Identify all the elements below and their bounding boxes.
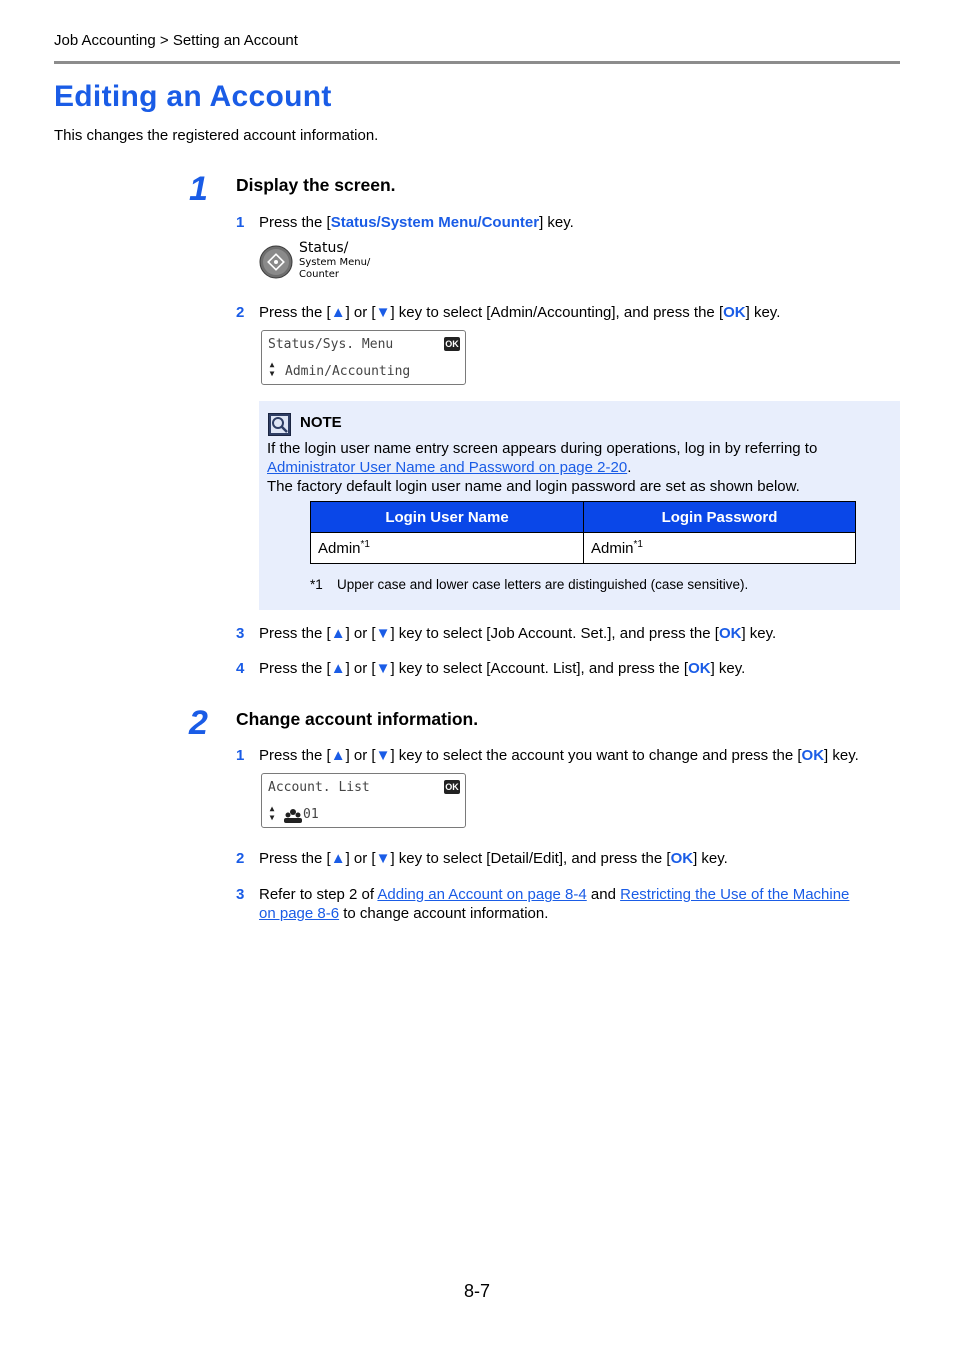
down-arrow-icon: ▼ xyxy=(375,660,391,677)
intro-text: This changes the registered account information. xyxy=(54,127,379,144)
status-key-label: Status/System Menu/Counter xyxy=(330,214,540,231)
substep-2-1: 1 Press the [▲] or [▼] key to select the account you want to change and press the [OK] key. xyxy=(236,747,859,764)
down-arrow-icon: ▼ xyxy=(375,304,391,321)
table-header-row xyxy=(311,502,856,533)
note-box xyxy=(259,401,900,610)
note-text: If the login user name entry screen appears during operations, log in by referring to Administrator User Name and Password on page 2-20. The factory default login user name and login password are set as shown below. xyxy=(267,440,818,495)
substep-2-3: 3 Refer to step 2 of Adding an Account on page 8-4 and Restricting the Use of the Machine on page 8-6 to change account information. xyxy=(236,886,850,922)
lcd-screen-admin-accounting: Status/Sys. Menu OK ▲ ▼ Admin/Accounting xyxy=(261,330,466,385)
restricting-use-link[interactable]: Restricting the Use of the Machine xyxy=(620,886,850,903)
page-number: 8-7 xyxy=(463,1281,490,1301)
substep-number: 1 xyxy=(236,214,245,231)
table-cell-password: Admin$^{*1}$ xyxy=(584,533,856,564)
step-number-1: 1 xyxy=(189,170,208,208)
substep-number: 1 xyxy=(236,747,245,764)
note-icon xyxy=(268,413,291,436)
substep-number: 2 xyxy=(236,850,245,867)
default-login-table xyxy=(310,501,856,564)
step-number-2: 2 xyxy=(189,704,208,742)
substep-1-4: 4 Press the [▲] or [▼] key to select [Account. List], and press the [OK] key. xyxy=(236,660,746,677)
up-arrow-icon: ▲ xyxy=(330,850,346,867)
ok-key-label: OK xyxy=(723,304,746,321)
substep-1-2: 2 Press the [▲] or [▼] key to select [Admin/Accounting], and press the [OK] key. xyxy=(236,304,781,321)
lcd-screen-account-list: Account. List OK ▲ ▼ 01 xyxy=(261,773,466,828)
substep-number: 2 xyxy=(236,304,245,321)
ok-icon: OK xyxy=(445,782,459,792)
up-arrow-icon: ▲ xyxy=(330,747,346,764)
status-key-image: Status/ System Menu/ Counter xyxy=(259,240,389,282)
substep-1-1: 1 Press the [Status/System Menu/Counter] key. xyxy=(236,214,574,231)
substep-number: 3 xyxy=(236,625,245,642)
footnote-text: Upper case and lower case letters are distinguished (case sensitive). xyxy=(337,577,749,592)
up-arrow-icon: ▲ xyxy=(330,304,346,321)
scroll-arrows-icon: ▲ ▼ xyxy=(269,360,275,378)
down-arrow-icon: ▼ xyxy=(375,747,391,764)
table-cell-user: Admin$^{*1}$ xyxy=(311,533,584,564)
substep-2-2: 2 Press the [▲] or [▼] key to select [Detail/Edit], and press the [OK] key. xyxy=(236,850,728,867)
users-group-icon xyxy=(284,808,302,823)
note-label: NOTE xyxy=(300,414,342,431)
down-arrow-icon: ▼ xyxy=(375,850,391,867)
table-header-password: Login Password xyxy=(584,502,856,533)
table-row xyxy=(311,533,856,564)
down-arrow-icon: ▼ xyxy=(375,625,391,642)
page-title: Editing an Account xyxy=(54,80,332,113)
up-arrow-icon: ▲ xyxy=(330,625,346,642)
adding-account-link[interactable]: Adding an Account on page 8-4 xyxy=(377,886,587,903)
substep-number: 4 xyxy=(236,660,245,677)
ok-key-label: OK xyxy=(688,660,711,677)
table-header-user: Login User Name xyxy=(311,502,584,533)
admin-credentials-link[interactable]: Administrator User Name and Password on page 2-20 xyxy=(267,459,628,476)
header-divider xyxy=(54,61,900,64)
footnote-mark: *1 xyxy=(310,577,323,592)
substep-1-3: 3 Press the [▲] or [▼] key to select [Job Account. Set.], and press the [OK] key. xyxy=(236,625,777,642)
scroll-arrows-icon: ▲ ▼ xyxy=(269,804,275,822)
status-key-icon xyxy=(259,245,293,279)
step-title-2: Change account information. xyxy=(236,709,479,729)
up-arrow-icon: ▲ xyxy=(330,660,346,677)
ok-key-label: OK xyxy=(670,850,694,867)
substep-number: 3 xyxy=(236,886,245,903)
ok-key-label: OK xyxy=(801,747,825,764)
restricting-use-link-page[interactable]: on page 8-6 xyxy=(259,905,340,922)
step-title-1: Display the screen. xyxy=(236,175,396,195)
ok-key-label: OK xyxy=(718,625,742,642)
ok-icon: OK xyxy=(445,339,459,349)
breadcrumb: Job Accounting > Setting an Account xyxy=(54,32,298,49)
